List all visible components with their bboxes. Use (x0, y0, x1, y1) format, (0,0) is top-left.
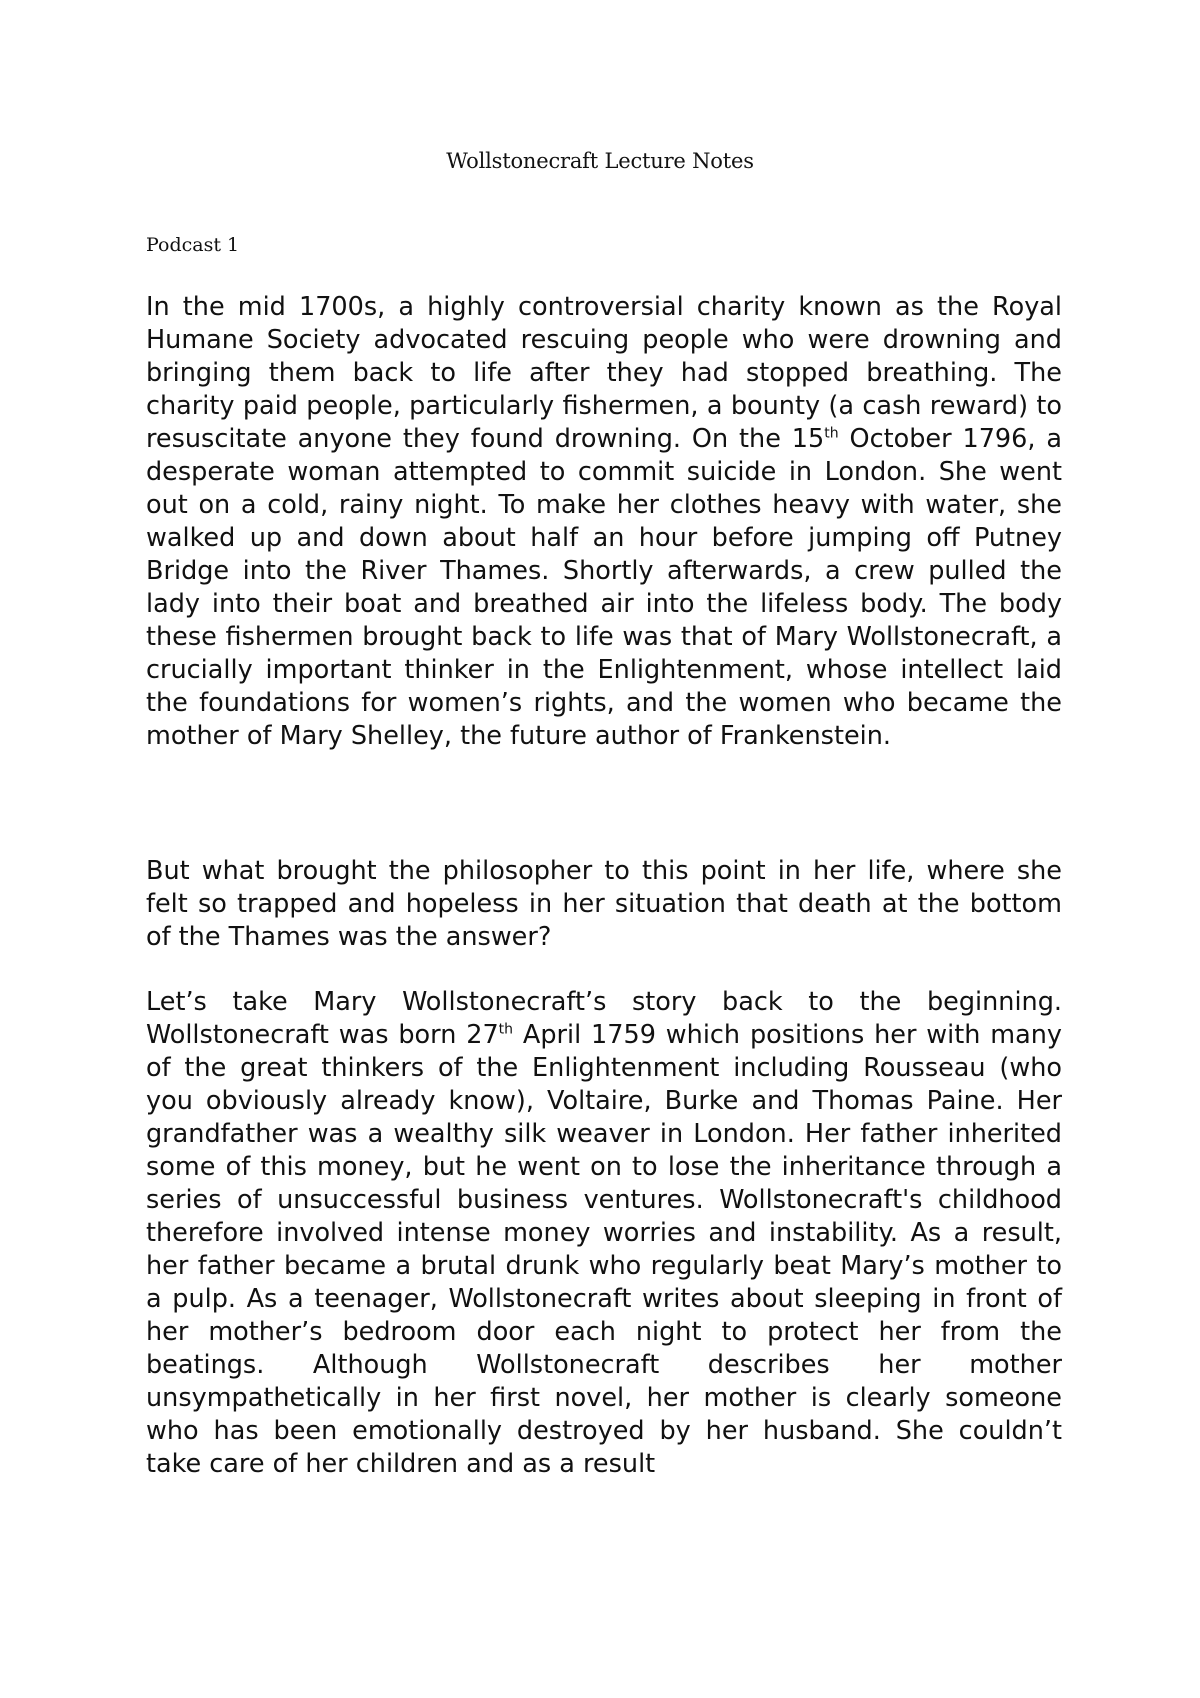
paragraph-3-ordinal-suffix: th (498, 1021, 514, 1038)
paragraph-1-text-b: October 1796, a desperate woman attempted to commit suicide in London. She went out on a cold, rainy night. To make her clothes heavy with water, she walked up and down about half an hour before jumping off Putney Bridge into the River Thames. Shortly afterwards, a crew pulled the lady into their boat and breathed air into the lifeless body. The body these fishermen brought back to life was that of Mary Wollstonecraft, a crucially important thinker in the Enlightenment, whose intellect laid the foundations for women’s rights, and the women who became the mother of Mary Shelley, the future author of Frankenstein. (146, 424, 1062, 751)
paragraph-1-ordinal-suffix: th (824, 425, 839, 442)
paragraph-2: But what brought the philosopher to this point in her life, where she felt so trapped and hopeless in her situation that death at the bottom of the Thames was the answer? (146, 856, 1062, 952)
paragraph-3 (146, 986, 1062, 1481)
paragraph-3-text-a: Let’s take Mary Wollstonecraft’s story back to the beginning. Wollstonecraft was born 27 (146, 987, 1062, 1050)
document-title: Wollstonecraft Lecture Notes (446, 149, 754, 173)
section-heading: Podcast 1 (146, 234, 240, 256)
paragraph-3-text-b: April 1759 which positions her with many of the great thinkers of the Enlightenment including Rousseau (who you obviously already know), Voltaire, Burke and Thomas Paine. Her grandfather was a wealthy silk weaver in London. Her father inherited some of this money, but he went on to lose the inheritance through a series of unsuccessful business ventures. Wollstonecraft's childhood therefore involved intense money worries and instability. As a result, her father became a brutal drunk who regularly beat Mary’s mother to a pulp. As a teenager, Wollstonecraft writes about sleeping in front of her mother’s bedroom door each night to protect her from the beatings. Although Wollstonecraft describes her mother unsympathetically in her first novel, her mother is clearly someone who has been emotionally destroyed by her husband. She couldn’t take care of her children and as a result (146, 1020, 1062, 1479)
paragraph-1 (146, 291, 1062, 753)
paragraph-1-text-a: In the mid 1700s, a highly controversial charity known as the Royal Humane Society advocated rescuing people who were drowning and bringing them back to life after they had stopped breathing. The charity paid people, particularly fishermen, a bounty (a cash reward) to resuscitate anyone they found drowning. On the 15 (146, 292, 1062, 454)
